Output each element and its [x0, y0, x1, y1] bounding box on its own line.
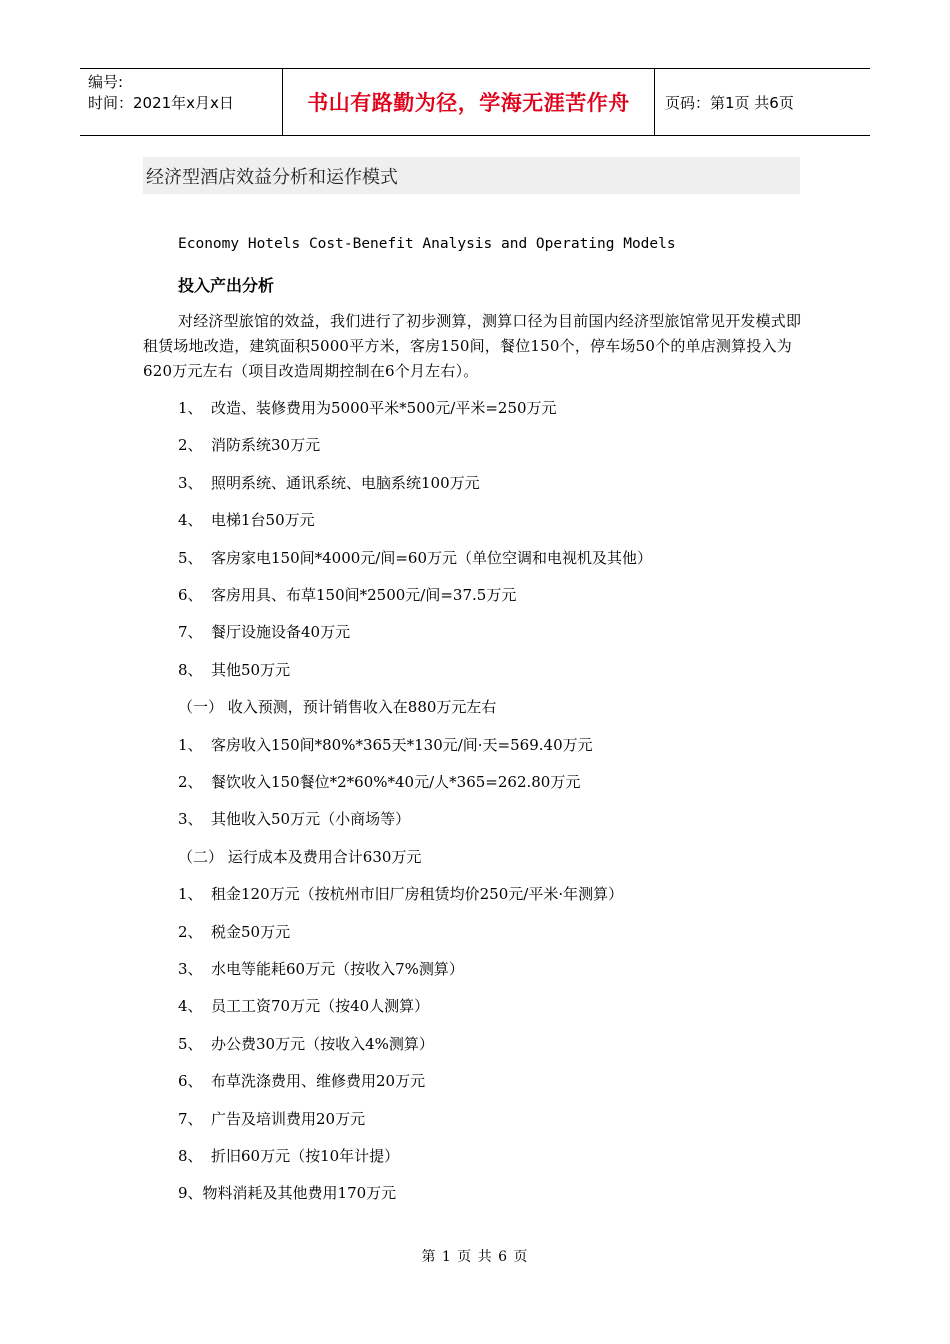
item-text: 员工工资70万元（按40人测算） [211, 997, 430, 1016]
item-number: 6、 [178, 586, 203, 604]
section-heading: 投入产出分析 [178, 276, 275, 295]
item-number: 4、 [178, 997, 203, 1016]
item-number: 1、 [178, 735, 203, 754]
item-number: 2、 [178, 922, 203, 941]
cost-item [178, 958, 464, 979]
item-text: 广告及培训费用20万元 [211, 1109, 366, 1128]
item-number: 2、 [178, 773, 203, 791]
item-text: 其他收入50万元（小商场等） [211, 810, 411, 829]
item-text: 布草洗涤费用、维修费用20万元 [211, 1072, 426, 1091]
time-label: 时间：2021年x月x日 [88, 94, 234, 112]
header-motto-cell [282, 69, 655, 135]
item-text: 水电等能耗60万元（按收入7%测算） [211, 960, 464, 978]
number-label: 编号: [88, 73, 124, 91]
item-text: 其他50万元 [211, 660, 291, 679]
intro-paragraph: 对经济型旅馆的效益，我们进行了初步测算，测算口径为目前国内经济型旅馆常见开发模式即租赁场地改造，建筑面积5000平方米，客房150间，餐位150个，停车场50个的单店测算投入为620万元左右（项目改造周期控制在6个月左右）。 [143, 312, 802, 380]
item-number: 1、 [178, 399, 203, 417]
item-text: 电梯1台50万元 [211, 511, 315, 530]
item-number: 8、 [178, 660, 203, 679]
item-text: 客房家电150间*4000元/间=60万元（单位空调和电视机及其他） [211, 548, 653, 567]
item-text: 餐饮收入150餐位*2*60%*40元/人*365=262.80万元 [211, 773, 581, 791]
item-number: 8、 [178, 1147, 203, 1165]
investment-item [178, 434, 320, 455]
document-title-bar [143, 157, 800, 194]
investment-item [178, 397, 557, 418]
item-text: （一） 收入预测，预计销售收入在880万元左右 [178, 698, 497, 717]
cost-item [178, 1070, 425, 1091]
item-number: 4、 [178, 511, 203, 530]
item-number: 5、 [178, 548, 203, 567]
cost-item [178, 921, 290, 942]
revenue-heading [178, 696, 496, 717]
revenue-item [178, 734, 593, 755]
header-meta [80, 69, 282, 135]
item-number: 1、 [178, 885, 203, 904]
cost-item [178, 1145, 399, 1166]
item-number: 5、 [178, 1034, 203, 1053]
item-text: 客房收入150间*80%*365天*130元/间·天=569.40万元 [211, 735, 593, 754]
item-text: 折旧60万元（按10年计提） [211, 1147, 400, 1165]
revenue-item [178, 771, 580, 792]
cost-heading [178, 846, 421, 867]
item-number: 7、 [178, 623, 203, 642]
motto-text: 书山有路勤为径，学海无涯苦作舟 [307, 91, 630, 115]
page-footer: 第 1 页 共 6 页 [421, 1249, 529, 1265]
investment-item [178, 659, 290, 680]
item-text: 餐厅设施设备40万元 [211, 623, 351, 642]
item-text: 改造、装修费用为5000平米*500元/平米=250万元 [211, 399, 557, 417]
investment-item [178, 584, 516, 605]
item-number: 3、 [178, 960, 203, 978]
investment-item [178, 621, 350, 642]
item-text: 税金50万元 [211, 922, 291, 941]
revenue-item [178, 808, 410, 829]
item-text: 照明系统、通讯系统、电脑系统100万元 [211, 473, 480, 492]
english-title: Economy Hotels Cost-Benefit Analysis and Operating Models [178, 236, 676, 252]
item-number: 3、 [178, 473, 203, 492]
item-text: 客房用具、布草150间*2500元/间=37.5万元 [211, 586, 517, 604]
item-text: 办公费30万元（按收入4%测算） [211, 1034, 434, 1053]
header-table [80, 68, 870, 136]
cost-item [178, 883, 623, 904]
cost-item [178, 1033, 434, 1054]
cost-item [178, 995, 429, 1016]
item-text: （二） 运行成本及费用合计630万元 [178, 847, 422, 866]
cost-item [178, 1182, 396, 1203]
document-title: 经济型酒店效益分析和运作模式 [146, 166, 398, 188]
page-info: 页码：第1页 共6页 [665, 93, 794, 112]
investment-item [178, 509, 315, 530]
investment-item [178, 547, 652, 568]
investment-item [178, 472, 480, 493]
item-number: 2、 [178, 436, 203, 455]
item-number: 3、 [178, 810, 203, 829]
item-number: 7、 [178, 1109, 203, 1128]
item-number: 6、 [178, 1072, 203, 1091]
cost-item [178, 1108, 365, 1129]
item-text: 租金120万元（按杭州市旧厂房租赁均价250元/平米·年测算） [211, 885, 624, 904]
item-text: 消防系统30万元 [211, 436, 321, 455]
item-text: 9、物料消耗及其他费用170万元 [178, 1184, 397, 1203]
